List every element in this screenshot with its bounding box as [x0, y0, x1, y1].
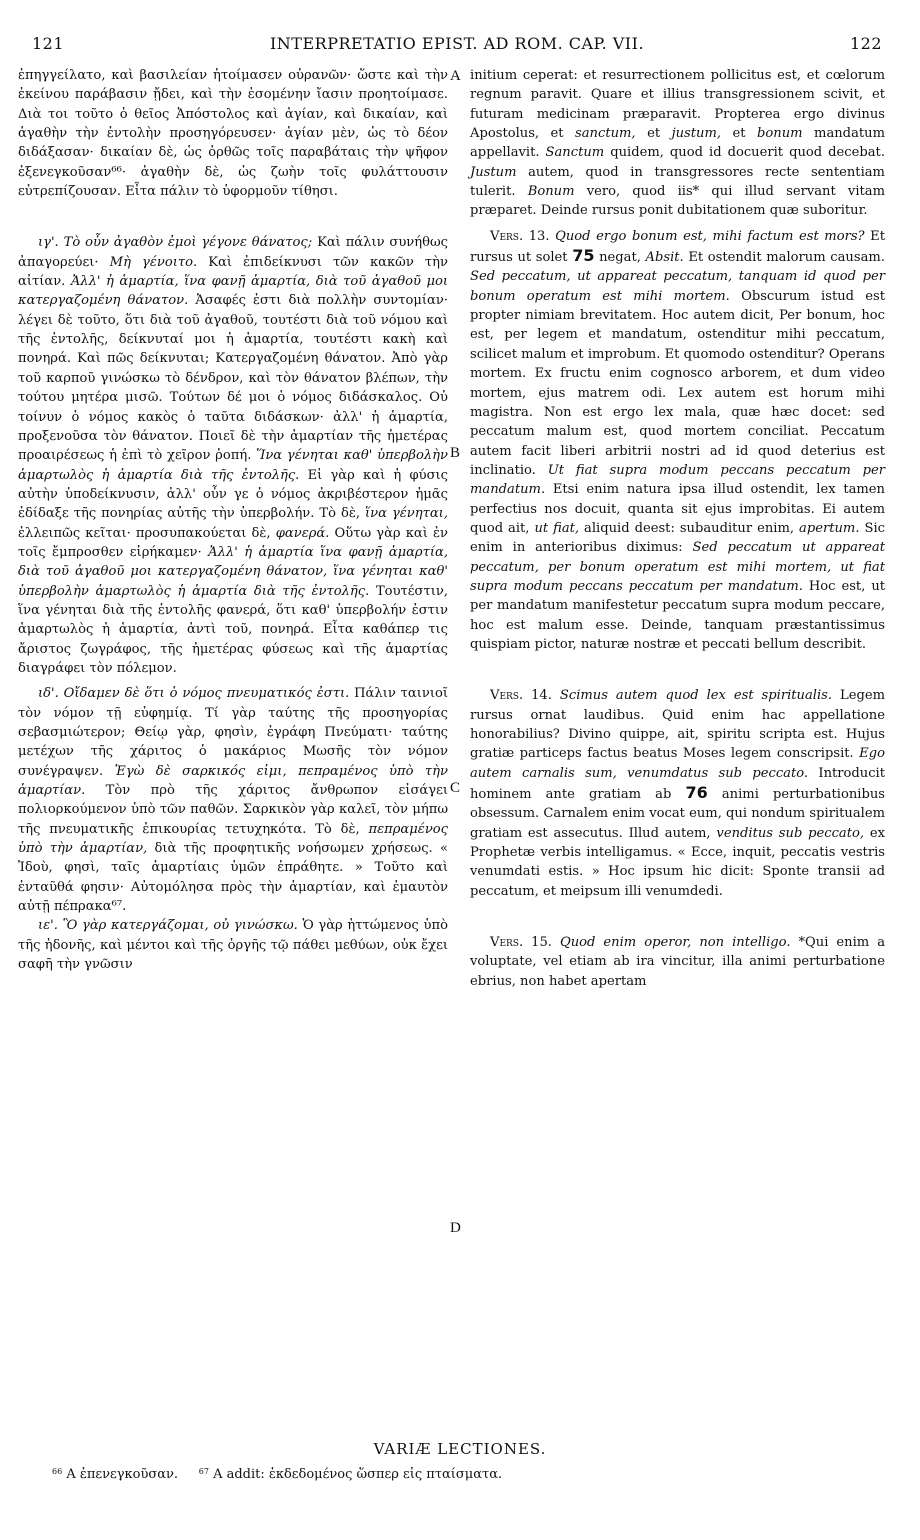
text-run: initium ceperat: et resurrectionem pollicitus est, et cœlorum regnum paravit. Quare et illius transgressionem scivit, et futuram medicinam præparavit. Propterea ergo divinus Apostolus, et — [470, 68, 885, 142]
scripture-lemma: Scimus autem quod lex est spiritualis. — [559, 688, 833, 704]
text-run: vero, quod iis* qui illud servant vitam præparet. Deinde rursus ponit dubitationem quæ suboritur. — [470, 184, 885, 219]
footnotes — [52, 1467, 502, 1482]
text-run: animi perturbationibus obsessum. Carnalem enim vocat eum, qui nondum spiritualem gratiam est assecutus. Illud autem, — [470, 787, 886, 841]
text-run: aliquid deest: subauditur enim, — [584, 520, 795, 536]
text-run: negat, — [599, 250, 641, 266]
scripture-lemma: Μὴ γένοιτο. — [109, 254, 198, 270]
text-run: Introducit hominem ante gratiam ab — [470, 765, 885, 803]
greek-column — [18, 66, 448, 974]
greek-paragraph — [18, 684, 448, 916]
margin-letter-d: D — [450, 1220, 461, 1236]
latin-term: bonum — [757, 126, 803, 142]
latin-term: Justum — [470, 164, 517, 180]
footnote-mark: 67 — [198, 1467, 209, 1476]
text-run: et — [647, 126, 661, 142]
latin-column — [470, 66, 885, 991]
text-run: Legem rursus ornat laudibus. Quid enim hac appellatione honorabilius? Divino quippe, ait, spiritu scripta est. Hujus gratiæ particeps factus beatus Moses legem conscripsit. — [470, 688, 885, 762]
scripture-lemma: πεπραμένος ὑπὸ τὴν ἁμαρτίαν, — [18, 821, 448, 857]
text-run: Τουτέστιν, ἵνα γένηται διὰ τῆς ἐντολῆς φανερά, ὅτι καθ' ὑπερβολήν ἐστιν ἁμαρτωλὸς ἡ ἁμαρτία, ἀντὶ τοῦ, πονηρά. Εἶτα καθάπερ τις ἄριστος ζωγράφος, τῆς ἡμετέρας φύσεως καὶ τῆς ἁμαρτίας διαγράφει τὸν πόλεμον. — [18, 583, 448, 676]
greek-paragraph — [18, 916, 448, 974]
text-run: ex Prophetæ verbis intelligamus. « Ecce, inquit, peccatis vestris venumdati estis. » Hoc ipsum hic dicit: Sponte transii ad peccatum, et meipsum illi venumdedi. — [470, 825, 885, 899]
scripture-lemma: Οἴδαμεν δὲ ὅτι ὁ νόμος πνευματικός ἐστι. — [63, 686, 350, 702]
text-run: Sic enim in anterioribus diximus: — [470, 520, 885, 556]
text-run: Et rursus ut solet — [470, 228, 885, 266]
scripture-lemma: Ἀλλ' ἡ ἁμαρτία, ἵνα φανῇ ἁμαρτία, διὰ τοῦ ἀγαθοῦ μοι κατεργαζομένη θάνατον. — [18, 274, 448, 309]
scripture-lemma: φανερά. — [275, 525, 330, 541]
margin-letter-c: C — [450, 780, 461, 796]
text-run: *Qui enim a voluptate, vel etiam ab ira vincitur, illa animi perturbatione ebrius, non habet apertam — [470, 935, 885, 989]
text-run: Hoc est, ut per mandatum manifestetur peccatum supra modum peccare, hoc est malum esse. Deinde, tanquam præstantissimus quispiam pictor, naturæ nostræ et peccati bellum describit. — [470, 578, 886, 652]
column-number: 75 — [572, 246, 595, 266]
scripture-lemma: Ἐγὼ δὲ σαρκικός εἰμι, πεπραμένος ὑπὸ τὴν ἁμαρτίαν. — [18, 763, 448, 799]
text-run: Et ostendit malorum causam. — [688, 250, 885, 266]
text-run: Οὕτω γὰρ καὶ ἐν τοῖς ἔμπροσθεν εἰρήκαμεν· — [18, 525, 448, 560]
scripture-lemma: ut fiat, — [534, 520, 580, 536]
scripture-lemma: Ἵνα γένηται καθ' ὑπερβολὴν ἁμαρτωλὸς ἡ ἁμαρτία διὰ τῆς ἐντολῆς. — [18, 448, 448, 483]
text-run: quidem, quod id docuerit quod decebat. — [610, 145, 885, 161]
text-run: Etsi enim natura ipsa illud ostendit, lex tamen perfectius nos docuit, quanta sit ejus improbitas. Ei autem quod ait, — [470, 482, 885, 536]
text-run: autem, quod in transgressores recte sententiam tulerit. — [470, 164, 885, 200]
scripture-lemma: apertum. — [799, 520, 860, 536]
margin-letter-a: A — [450, 68, 461, 84]
footnote-text: A ἐπενεγκοῦσαν. — [66, 1467, 179, 1482]
verse-label: Vers. 15. — [490, 935, 552, 951]
text-run: Εἰ γὰρ καὶ ἡ φύσις αὐτὴν ὑποδείκνυσιν, ἀλλ' οὖν γε ὁ νόμος ἀκριβέστερον ἡμᾶς ἐδίδαξε τῆς πονηρίας αὐτῆς τὴν ὑπερβολήν. Τὸ δὲ, — [18, 467, 448, 522]
footnote-text: A addit: ἐκδεδομένος ὥσπερ εἰς πταίσματα. — [213, 1467, 503, 1482]
latin-term: justum, — [671, 126, 722, 142]
text-run: Obscurum istud est propter nimiam brevitatem. Hoc autem dicit, Per bonum, hoc est, per legem et mandatum, ostenditur mihi peccatum, scilicet malum et improbum. Et quomodo ostenditur? Operans mortem. Ex fructu enim cognosco arborem, et dum video mortem, ejus matrem odi. Lex autem est horum mihi magistra. Non est ergo lex mala, quæ hæc docet: sed peccatum malum est, quod mortem conciliat. Peccatum autem facit liberi arbitrii nostri ad id quod deterius est inclinatio. — [470, 288, 885, 478]
text-run: Καὶ πάλιν συνήθως ἀπαγορεύει· — [18, 235, 449, 270]
footnote-mark: 66 — [52, 1467, 63, 1476]
latin-paragraph — [470, 933, 885, 991]
section-number: ιγ'. — [38, 235, 59, 251]
scripture-lemma: Ut fiat supra modum peccans peccatum per mandatum. — [470, 462, 885, 498]
scripture-lemma: Ὃ γὰρ κατεργάζομαι, οὐ γινώσκω. — [62, 918, 298, 934]
latin-term: Sanctum — [545, 145, 605, 161]
text-run: διὰ τῆς προφητικῆς νοήσωμεν χρήσεως. « Ἰδοὺ, φησὶ, ταῖς ἁμαρτίαις ὑμῶν ἐπράθητε. » Τοῦτο καὶ ἐνταῦθά φησιν· Αὐτομόλησα πρὸς τὴν ἁμαρτίαν, καὶ ἐμαυτὸν αὐτῇ πέπρακα⁶⁷. — [18, 841, 448, 915]
scripture-lemma: ἵνα γένηται, — [365, 506, 448, 522]
section-number: ιε'. — [38, 918, 58, 934]
text-run: ἐλλειπῶς κεῖται· προσυπακούεται δὲ, — [18, 525, 271, 541]
text-run: mandatum appellavit. — [470, 126, 885, 161]
latin-term: sanctum, — [575, 126, 636, 142]
text-run: Ὁ γὰρ ἡττώμενος ὑπὸ τῆς ἡδονῆς, καὶ μέντοι καὶ τῆς ὀργῆς τῷ πάθει μεθύων, οὐκ ἔχει σαφῆ τὴν γνῶσιν — [18, 918, 448, 973]
scripture-lemma: Sed peccatum, ut appareat peccatum, tanquam id quod per bonum operatum est mihi mortem. — [470, 269, 885, 304]
latin-paragraph — [470, 227, 885, 655]
variant-readings-title: VARIÆ LECTIONES. — [373, 1440, 547, 1458]
page-number-left: 121 — [32, 34, 65, 53]
scripture-lemma: Quod ergo bonum est, mihi factum est mors? — [555, 228, 865, 244]
text-run: et — [732, 126, 746, 142]
latin-term: Bonum — [527, 184, 575, 200]
scripture-lemma: Quod enim operor, non intelligo. — [559, 935, 791, 951]
scripture-lemma: Ego autem carnalis sum, venumdatus sub peccato. — [470, 746, 885, 781]
scripture-lemma: Ἀλλ' ἡ ἁμαρτία ἵνα φανῇ ἁμαρτία, διὰ τοῦ ἀγαθοῦ μοι κατεργαζομένη θάνατον, ἵνα γένηται καθ' ὑπερβολὴν ἁμαρτωλὸς ἡ ἁμαρτία διὰ τῆς ἐντολῆς. — [18, 544, 449, 599]
page-number-right: 122 — [849, 34, 882, 53]
margin-letter-b: B — [450, 445, 461, 461]
verse-label: Vers. 14. — [490, 688, 552, 704]
scripture-lemma: Τὸ οὖν ἀγαθὸν ἐμοὶ γέγονε θάνατος; — [63, 235, 313, 251]
greek-paragraph — [18, 233, 448, 678]
running-title: INTERPRETATIO EPIST. AD ROM. CAP. VII. — [269, 34, 645, 53]
text-run: Τὸν πρὸ τῆς χάριτος ἄνθρωπον εἰσάγει πολιορκούμενον ὑπὸ τῶν παθῶν. Σαρκικὸν γὰρ καλεῖ, τὸν μήπω τῆς πνευματικῆς ἐπικουρίας τετυχηκότα. Τὸ δὲ, — [18, 783, 448, 837]
greek-paragraph: ἐπηγγείλατο, καὶ βασιλείαν ἡτοίμασεν οὐρανῶν· ὥστε καὶ τὴν ἐκείνου παράβασιν ᾔδει, καὶ τὴν ἐσομένην ἴασιν προητοίμασε. Διὰ τοι τοῦτο ὁ θεῖος Ἀπόστολος καὶ ἁγίαν, καὶ δικαίαν, καὶ ἀγαθὴν τὴν ἐντολὴν προσηγόρευσεν· ἁγίαν μὲν, ὡς τὸ δέον διδάξασαν· δικαίαν δὲ, ὡς ὀρθῶς τοῖς παραβάταις τὴν ψῆφον ἐξενεγκοῦσαν⁶⁶· ἀγαθὴν δὲ, ὡς ζωὴν τοῖς φυλάττουσιν εὐτρεπίζουσαν. Εἶτα πάλιν τὸ ὑφορμοῦν τίθησι. — [18, 68, 448, 200]
scripture-lemma: Sed peccatum ut appareat peccatum, per bonum operatum est mihi mortem, ut fiat supra modum peccans peccatum per mandatum. — [470, 540, 886, 594]
section-number: ιδ'. — [38, 686, 59, 702]
running-header — [32, 34, 882, 58]
scripture-lemma: Absit. — [645, 250, 684, 266]
text-run: Πάλιν ταινιοῖ τὸν νόμον τῇ εὐφημίᾳ. Τί γὰρ ταύτης τῆς προσηγορίας σεβασμιώτερον; Θείῳ γὰρ, φησὶν, ἐγράφη Πνεύματι· ταύτης μετέχων τῆς χάριτος ὁ μακάριος Μωσῆς τὸν νόμον συνέγραψεν. — [18, 686, 449, 779]
verse-label: Vers. 13. — [490, 228, 550, 244]
latin-paragraph — [470, 686, 885, 901]
latin-paragraph — [470, 66, 885, 221]
text-run: Ἀσαφές ἐστι διὰ πολλὴν συντομίαν· λέγει δὲ τοῦτο, ὅτι διὰ τοῦ ἀγαθοῦ, τουτέστι διὰ τοῦ νόμου καὶ τῆς ἐντολῆς, δείκνυταί μοι ἡ ἁμαρτία, τουτέστι κακὴ καὶ πονηρά. Καὶ πῶς δείκνυται; Κατεργαζομένη θάνατον. Ἀπὸ γὰρ τοῦ καρποῦ γινώσκω τὸ δένδρον, καὶ τὸν θάνατον βλέπων, τὴν τούτου μητέρα μισῶ. Τούτων δέ μοι ὁ νόμος διδάσκαλος. Οὐ τοίνυν ὁ νόμος κακὸς ὁ ταῦτα διδάσκων· ἀλλ' ἡ ἁμαρτία, προξενοῦσα τὸν θάνατον. Ποιεῖ δὲ τὴν ἁμαρτίαν τῆς ἡμετέρας προαιρέσεως ἡ ἐπὶ τὸ χεῖρον ῥοπή. — [18, 293, 448, 464]
scripture-lemma: venditus sub peccato, — [716, 825, 865, 841]
text-run: Καὶ ἐπιδείκνυσι τῶν κακῶν τὴν αἰτίαν. — [18, 254, 448, 290]
column-number: 76 — [685, 783, 708, 803]
